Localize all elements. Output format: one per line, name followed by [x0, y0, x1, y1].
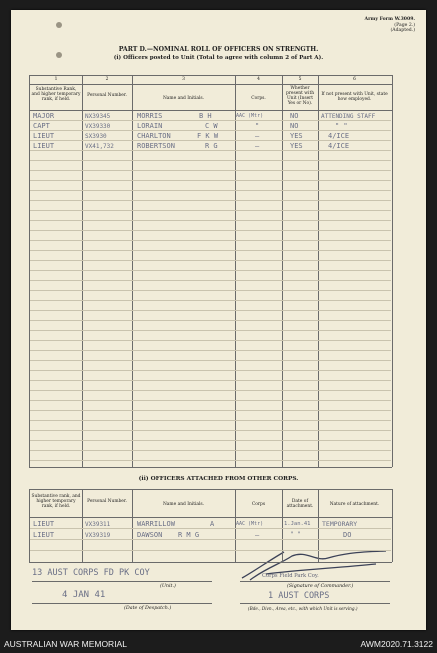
cell-name: WARRILLOW: [137, 520, 175, 528]
unit-label: (Unit.): [160, 584, 176, 589]
table-rule: [30, 140, 391, 141]
table-border-top: [29, 75, 392, 76]
cell-nature: DO: [343, 531, 352, 539]
cell-employed: 4/ICE: [328, 142, 350, 150]
cell-initials: F K W: [197, 132, 219, 140]
table-rule: [30, 150, 391, 151]
table-column-divider: [318, 75, 319, 467]
col-number: 4: [257, 77, 260, 82]
form-adapted: (Adapted.): [390, 28, 415, 33]
unit-handwriting: 13 AUST CORPS FD PK COY: [32, 568, 150, 578]
table-rule: [30, 360, 391, 361]
table-rule: [30, 130, 391, 131]
att-header-name: Name and Initials.: [162, 502, 205, 507]
cell-corps: AAC (Mtr): [236, 521, 264, 527]
table-rule: [30, 460, 391, 461]
cell-initials: R G: [205, 142, 218, 150]
table-rule: [30, 280, 391, 281]
formation-handwriting: 1 AUST CORPS: [268, 591, 330, 601]
att-header-rank: Substantive rank, and higher temporary rank, if held.: [31, 494, 81, 509]
att-table-border-top: [29, 489, 392, 490]
table-rule: [30, 320, 391, 321]
cell-corps: ": [255, 122, 260, 130]
table-column-divider: [235, 75, 236, 467]
table-column-divider: [282, 75, 283, 467]
att-header-number: Personal Number.: [87, 499, 127, 504]
header-name: Name and Initials.: [162, 96, 205, 101]
table-rule: [30, 350, 391, 351]
cell-number: VX39311: [85, 521, 111, 528]
part-subtitle: (i) Officers posted to Unit (Total to agree with column 2 of Part A).: [113, 55, 324, 61]
header-present: Whether present with Unit (Insert Yes or No).: [285, 86, 315, 106]
table-column-divider: [29, 75, 30, 467]
cell-initials: A: [210, 520, 215, 528]
formation-label: (Bde., Divn., Area, etc., with which Unit is serving.): [248, 606, 358, 611]
unit-line: [32, 581, 212, 582]
cell-number: NX39345: [85, 113, 111, 120]
table-rule: [30, 310, 391, 311]
table-rule: [30, 200, 391, 201]
table-rule: [30, 340, 391, 341]
table-rule: [30, 180, 391, 181]
cell-number: VX39319: [85, 532, 111, 539]
table-rule: [30, 240, 391, 241]
table-rule: [30, 440, 391, 441]
att-table-rule: [30, 550, 391, 551]
col-number: 2: [105, 77, 109, 82]
cell-rank: LIEUT: [33, 520, 55, 528]
cell-number: VX41,732: [85, 143, 114, 150]
att-table-header-divider: [29, 517, 392, 518]
table-rule: [30, 270, 391, 271]
header-number: Personal Number.: [87, 93, 127, 98]
table-rule: [30, 220, 391, 221]
table-rule: [30, 170, 391, 171]
cell-name: MORRIS: [137, 112, 163, 120]
signature-stamp: Corps Field Park Coy.: [262, 573, 319, 579]
table-rule: [30, 290, 391, 291]
cell-rank: LIEUT: [33, 531, 55, 539]
att-table-column-divider: [235, 489, 236, 562]
cell-corps: —: [255, 142, 260, 150]
att-table-column-divider: [392, 489, 393, 562]
cell-employed: ATTENDING STAFF: [321, 113, 376, 120]
col-number: 6: [353, 77, 356, 82]
table-rule: [30, 300, 391, 301]
cell-present: YES: [290, 132, 303, 140]
header-rank: Substantive Rank, and higher temporary rank, if held.: [31, 87, 81, 102]
form-reference: [365, 17, 416, 34]
table-rule: [30, 260, 391, 261]
table-column-divider: [392, 75, 393, 467]
table-rule: [30, 160, 391, 161]
table-rule: [30, 250, 391, 251]
col-number: 1: [54, 77, 58, 82]
table-rule: [30, 430, 391, 431]
table-rule: [30, 400, 391, 401]
footer-institution: AUSTRALIAN WAR MEMORIAL: [4, 639, 127, 649]
cell-corps: —: [255, 132, 260, 140]
cell-initials: R M G: [178, 531, 200, 539]
att-table-rule: [30, 539, 391, 540]
cell-name: CHARLTON: [137, 132, 171, 140]
table-rule: [30, 120, 391, 121]
date-label: (Date of Despatch.): [124, 606, 172, 611]
att-table-column-divider: [82, 489, 83, 562]
cell-number: VX39330: [85, 123, 111, 130]
cell-corps: —: [255, 531, 260, 539]
signature-label: (Signature of Commander.): [287, 584, 354, 589]
cell-employed: 4/ICE: [328, 132, 350, 140]
date-handwriting: 4 JAN 41: [62, 590, 106, 600]
punch-hole: [56, 22, 62, 28]
cell-rank: MAJOR: [33, 112, 55, 120]
formation-line: [240, 603, 390, 604]
att-table-border-bottom: [29, 562, 392, 563]
cell-rank: LIEUT: [33, 142, 55, 150]
table-column-divider: [82, 75, 83, 467]
table-border-bottom: [29, 467, 392, 468]
cell-employed: " ": [335, 122, 348, 130]
table-column-divider: [132, 75, 133, 467]
cell-date: " ": [290, 531, 301, 538]
footer-accession: AWM2020.71.3122: [360, 639, 433, 649]
table-rule: [30, 420, 391, 421]
cell-present: NO: [290, 112, 299, 120]
att-table-rule: [30, 528, 391, 529]
att-table-column-divider: [29, 489, 30, 562]
form-number: Army Form W.3009.: [364, 17, 415, 22]
cell-initials: B H: [199, 112, 212, 120]
att-header-date: Date of attachment.: [286, 499, 314, 509]
museum-footer: [0, 636, 437, 653]
cell-rank: CAPT: [33, 122, 50, 130]
cell-number: SX3930: [85, 133, 107, 140]
cell-date: 1.Jan.41: [284, 521, 311, 527]
cell-rank: LIEUT: [33, 132, 55, 140]
table-rule: [30, 190, 391, 191]
table-colnum-divider: [29, 84, 392, 85]
header-corps: Corps.: [251, 96, 266, 101]
col-number: 5: [298, 77, 302, 82]
att-header-corps: Corps: [251, 502, 266, 507]
part-title: PART D.—NOMINAL ROLL OF OFFICERS ON STRENGTH.: [118, 46, 319, 53]
signature-line: [240, 581, 390, 582]
date-line: [32, 603, 212, 604]
table-rule: [30, 450, 391, 451]
col-number: 3: [182, 77, 185, 82]
cell-corps: AAC (Mtr): [236, 113, 264, 119]
att-header-nature: Nature of attachment.: [329, 502, 380, 507]
attached-title: (ii) OFFICERS ATTACHED FROM OTHER CORPS.: [138, 476, 299, 482]
table-rule: [30, 230, 391, 231]
att-table-column-divider: [282, 489, 283, 562]
table-rule: [30, 410, 391, 411]
att-table-column-divider: [318, 489, 319, 562]
cell-present: YES: [290, 142, 303, 150]
cell-present: NO: [290, 122, 299, 130]
table-header-divider: [29, 110, 392, 111]
table-rule: [30, 380, 391, 381]
cell-name: ROBERTSON: [137, 142, 175, 150]
cell-nature: TEMPORARY: [322, 520, 358, 528]
att-table-column-divider: [132, 489, 133, 562]
form-page: (Page 2.): [394, 22, 415, 28]
header-employed: If not present with Unit, state how employed.: [321, 92, 388, 102]
table-rule: [30, 210, 391, 211]
table-rule: [30, 330, 391, 331]
cell-name: LORAIN: [137, 122, 163, 130]
table-rule: [30, 390, 391, 391]
table-rule: [30, 370, 391, 371]
cell-initials: C W: [205, 122, 218, 130]
cell-name: DAWSON: [137, 531, 163, 539]
